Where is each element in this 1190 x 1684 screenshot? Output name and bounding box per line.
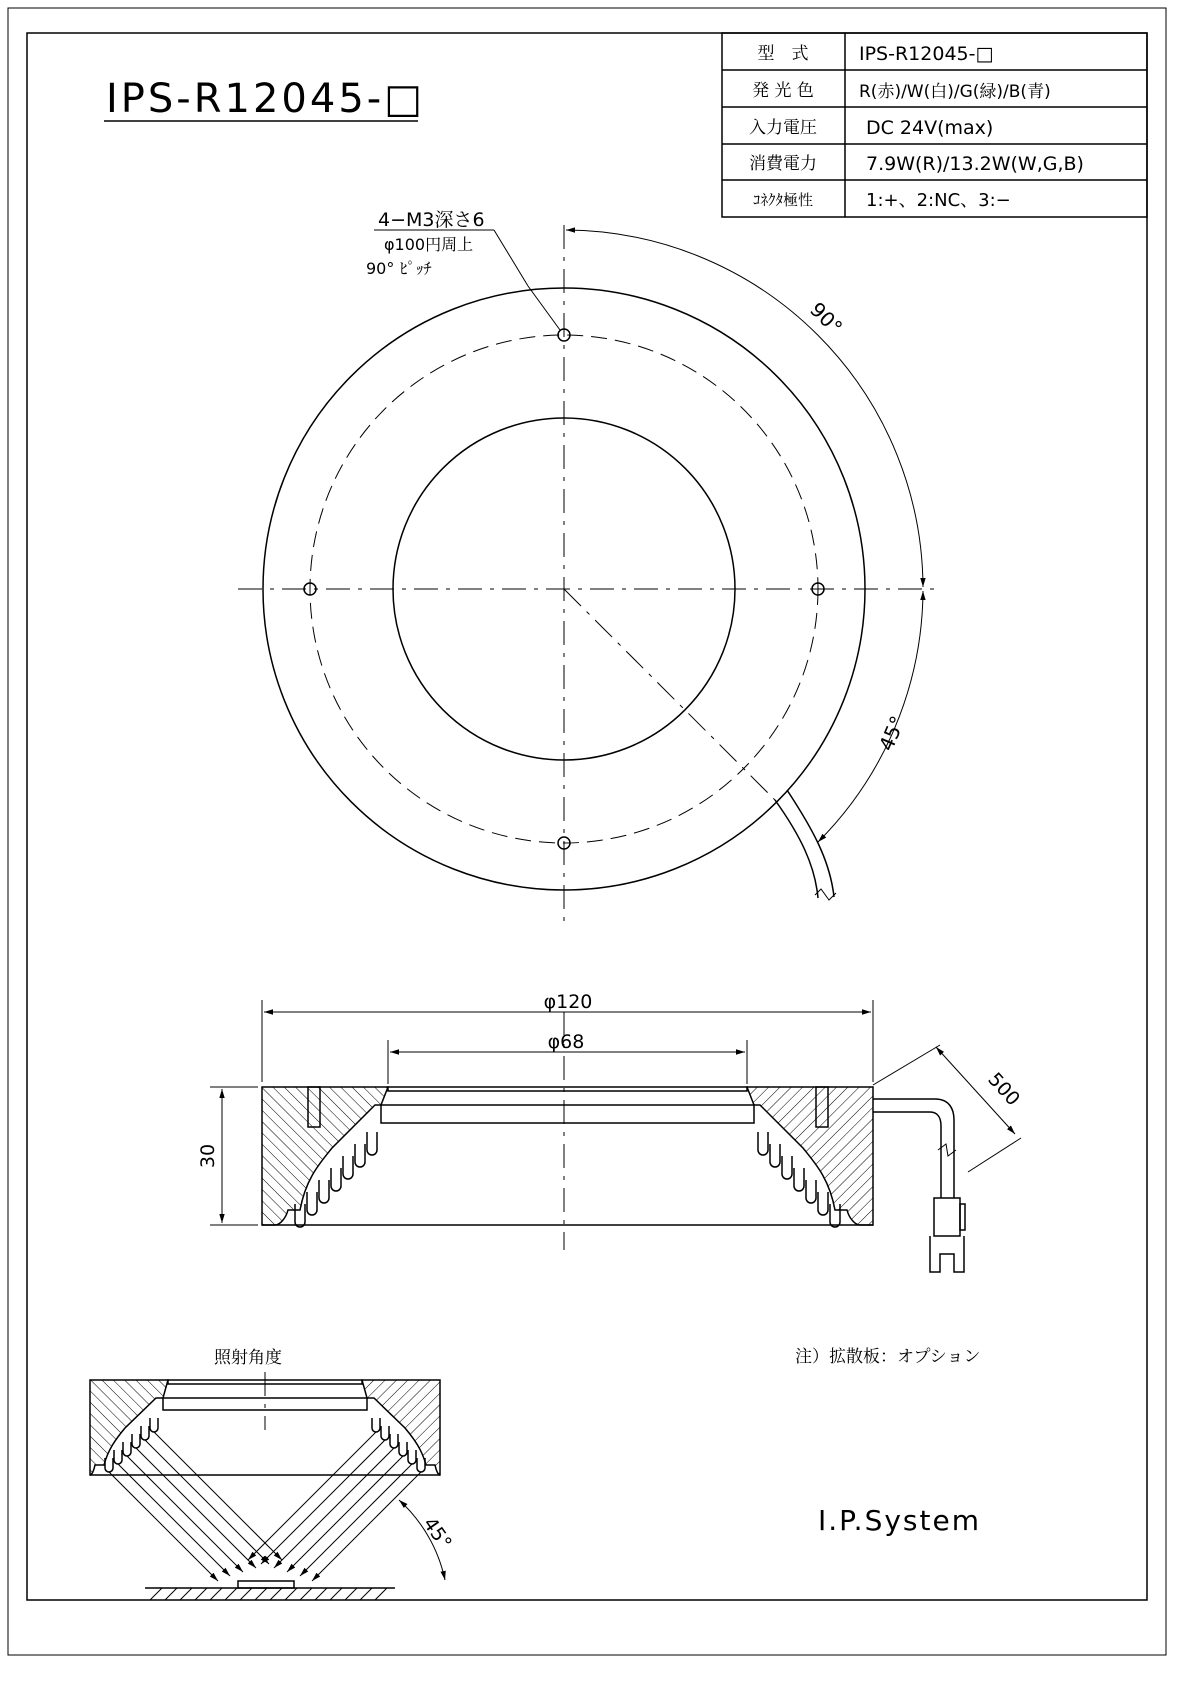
- outer-diameter-label: φ120: [543, 991, 593, 1013]
- drawing-title-text: IPS-R12045-□: [106, 76, 426, 122]
- inner-diameter-label: φ68: [547, 1031, 585, 1053]
- spec-value-connector: 1:+、2:NC、3:−: [866, 190, 1011, 211]
- hole-note: [366, 209, 485, 278]
- spec-label-voltage: 入力電圧: [749, 118, 817, 138]
- illum-right-body: [362, 1380, 440, 1475]
- angle-90-label: 90°: [805, 297, 848, 340]
- spec-value-color: R(赤)/W(白)/G(緑)/B(青): [859, 82, 1051, 102]
- drawing-title: [104, 76, 425, 122]
- left-body-section: [262, 1087, 388, 1225]
- side-section: [197, 991, 1024, 1272]
- spec-value-power: 7.9W(R)/13.2W(W,G,B): [866, 153, 1084, 175]
- illum-angle-label: 45°: [418, 1513, 456, 1554]
- spec-table: [722, 33, 1147, 217]
- height-label: 30: [197, 1143, 219, 1169]
- connector-plug: [930, 1236, 964, 1272]
- spec-value-model: IPS-R12045-□: [859, 43, 994, 65]
- spec-value-voltage: DC 24V(max): [866, 117, 994, 139]
- angle-45-label: 45°: [873, 712, 910, 755]
- illum-left-body: [90, 1380, 168, 1475]
- diffuser-plate: [388, 1087, 747, 1091]
- angle-45-arc: [818, 591, 923, 842]
- window-plate: [381, 1105, 754, 1123]
- diffuser-note: 注）拡散板：オプション: [795, 1347, 981, 1367]
- right-body-section: [747, 1087, 873, 1225]
- hole-note-line-3: 90° ﾋﾟｯﾁ: [366, 259, 432, 278]
- angle-90-arc: [566, 230, 923, 587]
- hole-note-line-2: φ100円周上: [384, 235, 474, 254]
- target-workpiece: [238, 1581, 294, 1588]
- ground-hatch: [150, 1588, 387, 1600]
- illum-rays: [109, 1432, 421, 1581]
- connector-body: [934, 1198, 960, 1236]
- diagonal-centerline: [564, 589, 780, 805]
- spec-label-power: 消費電力: [749, 154, 817, 174]
- illum-title: 照射角度: [214, 1348, 282, 1368]
- top-view: [238, 209, 935, 925]
- hole-note-line-1: 4−M3深さ6: [378, 209, 485, 231]
- company-name: I.P.System: [818, 1504, 981, 1537]
- cable-length-label: 500: [983, 1068, 1025, 1111]
- outer-border: [8, 8, 1166, 1655]
- spec-label-connector: ｺﾈｸﾀ極性: [752, 191, 814, 209]
- spec-label-color: 発 光 色: [752, 81, 814, 101]
- illumination-view: [90, 1348, 456, 1600]
- spec-label-model: 型 式: [757, 44, 809, 64]
